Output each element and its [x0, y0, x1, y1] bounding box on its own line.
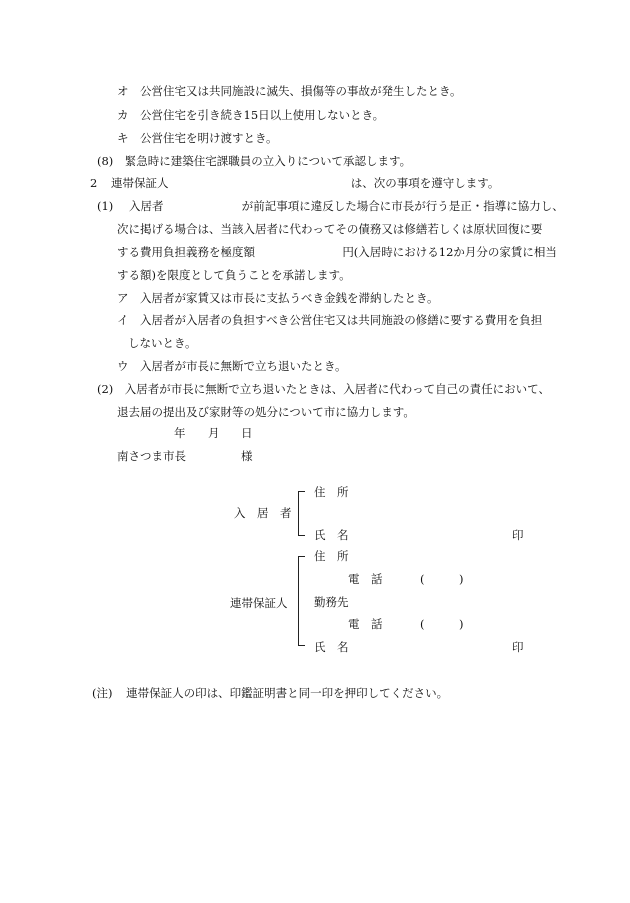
addressee-city: 南さつま市長 — [117, 449, 186, 463]
section2-number: 2 — [90, 176, 98, 190]
p2-line1: (2) 入居者が市長に無断で立ち退いたときは、入居者に代わって自己の責任において、 — [97, 382, 550, 396]
p1-line3 — [117, 247, 557, 259]
resident-bracket — [298, 491, 299, 535]
p1-line2: 次に掲げる場合は、当該入居者に代わってその債務又は修繕若しくは原状回復に要 — [117, 222, 543, 236]
p2-line2: 退去届の提出及び家財等の処分について市に協力します。 — [117, 405, 415, 419]
section2-heading-tail: は、次の事項を遵守します。 — [350, 176, 500, 190]
note — [92, 688, 448, 700]
p1-line4: する額)を限度として負うことを承諾します。 — [117, 268, 351, 282]
resident-label: 入 居 者 — [234, 506, 292, 520]
addressee-honorific: 様 — [241, 449, 253, 463]
section2-guarantor-label: 連帯保証人 — [110, 176, 169, 190]
p1-line3-tail: 円(入居時における12か月分の家賃に相当 — [342, 245, 557, 259]
p1-number: (1) — [97, 199, 114, 213]
guarantor-workplace-label: 勤務先 — [314, 595, 349, 609]
p1-resident-label: 入居者 — [128, 199, 164, 213]
item-8: (8) 緊急時に建築住宅課職員の立入りについて承認します。 — [97, 154, 412, 168]
resident-seal: 印 — [512, 528, 524, 542]
guarantor-phone1-paren: ( ) — [420, 572, 464, 586]
guarantor-address-label: 住 所 — [314, 549, 349, 563]
guarantor-label: 連帯保証人 — [230, 596, 288, 610]
resident-address-label: 住 所 — [314, 485, 349, 499]
item-o: オ 公営住宅又は共同施設に滅失、損傷等の事故が発生したとき。 — [117, 84, 462, 98]
item-i-line2: しないとき。 — [128, 336, 197, 350]
p1-line1-tail: が前記事項に違反した場合に市長が行う是正・指導に協力し、 — [241, 199, 564, 213]
note-text: 連帯保証人の印は、印鑑証明書と同一印を押印してください。 — [126, 686, 449, 700]
resident-name-label: 氏 名 — [314, 528, 349, 542]
guarantor-phone2-paren: ( ) — [420, 617, 464, 631]
item-u: ウ 入居者が市長に無断で立ち退いたとき。 — [117, 359, 347, 373]
p1-line1 — [97, 201, 564, 213]
guarantor-name-label: 氏 名 — [314, 640, 349, 654]
date-year: 年 — [174, 426, 186, 440]
resident-bracket-top — [298, 491, 305, 492]
guarantor-seal: 印 — [512, 640, 524, 654]
item-ki: キ 公営住宅を明け渡すとき。 — [117, 131, 278, 145]
section2-heading — [90, 178, 499, 190]
note-label: (注) — [92, 686, 113, 700]
guarantor-phone2-label: 電 話 — [348, 617, 383, 631]
p1-line3-head: する費用負担義務を極度額 — [117, 245, 255, 259]
item-ka: カ 公営住宅を引き続き15日以上使用しないとき。 — [117, 108, 385, 122]
guarantor-bracket-bottom — [298, 645, 305, 646]
guarantor-bracket — [298, 556, 299, 645]
item-i-line1: イ 入居者が入居者の負担すべき公営住宅又は共同施設の修繕に要する費用を負担 — [117, 313, 543, 327]
guarantor-bracket-top — [298, 556, 305, 557]
guarantor-phone1-label: 電 話 — [348, 572, 383, 586]
item-a: ア 入居者が家賃又は市長に支払うべき金銭を滞納したとき。 — [117, 291, 439, 305]
date-month: 月 — [208, 426, 220, 440]
date-day: 日 — [241, 426, 253, 440]
resident-bracket-bottom — [298, 535, 305, 536]
